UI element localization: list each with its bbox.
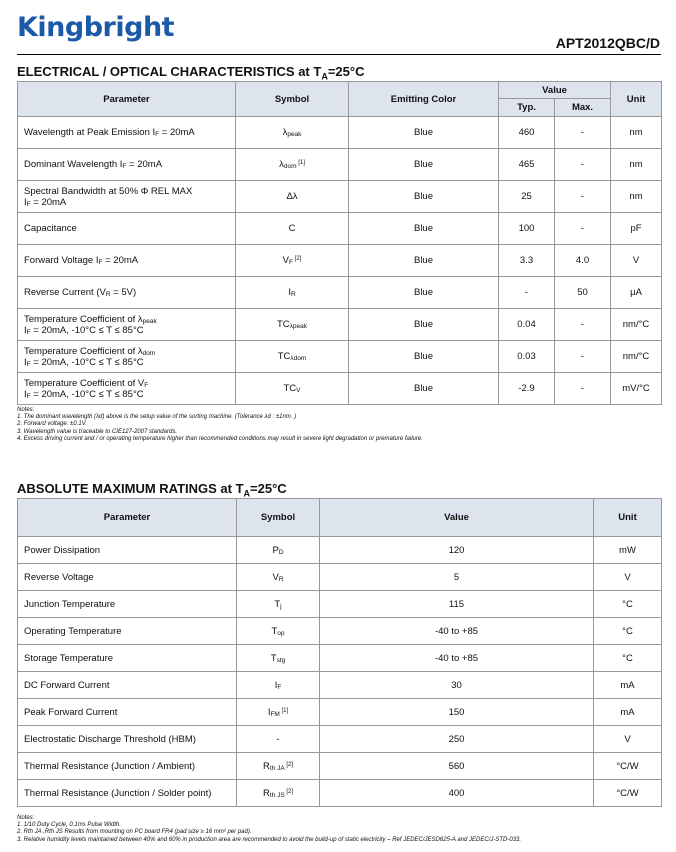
note-item: 1. The dominant wavelength (λd) above is the setup value of the sorting machine. (Tolerance λd : ±1nm. ) bbox=[17, 414, 297, 421]
symbol-cell: Tj bbox=[237, 591, 320, 618]
table-row bbox=[18, 618, 662, 645]
table-row bbox=[18, 245, 662, 277]
param-cell: Spectral Bandwidth at 50% Φ REL MAX IF = 20mA bbox=[18, 181, 236, 213]
value-cell: 5 bbox=[320, 564, 594, 591]
header-symbol: Symbol bbox=[236, 82, 349, 117]
typ-cell: 0.03 bbox=[499, 341, 555, 373]
table-row bbox=[18, 181, 662, 213]
header-unit: Unit bbox=[611, 82, 662, 117]
typ-cell: 465 bbox=[499, 149, 555, 181]
header-emitting-color: Emitting Color bbox=[349, 82, 499, 117]
symbol-cell: IF bbox=[237, 672, 320, 699]
value-cell: 400 bbox=[320, 780, 594, 807]
max-cell: 50 bbox=[555, 277, 611, 309]
max-cell: - bbox=[555, 213, 611, 245]
electrical-section-title: ELECTRICAL / OPTICAL CHARACTERISTICS at $T_A=25^\circ C$ bbox=[17, 64, 365, 82]
header-typ: Typ. bbox=[499, 99, 555, 117]
param-cell: Reverse Voltage bbox=[18, 564, 237, 591]
header-divider bbox=[17, 54, 661, 55]
table-row bbox=[18, 672, 662, 699]
symbol-cell: TCλpeak bbox=[236, 309, 349, 341]
header-symbol: Symbol bbox=[237, 499, 320, 537]
color-cell: Blue bbox=[349, 341, 499, 373]
value-cell: 115 bbox=[320, 591, 594, 618]
absolute-ratings-table bbox=[17, 498, 662, 807]
part-number: APT2012QBC/D bbox=[555, 35, 660, 51]
brand-logo: Kingbright bbox=[17, 12, 175, 43]
color-cell: Blue bbox=[349, 277, 499, 309]
table-row bbox=[18, 591, 662, 618]
unit-cell: nm bbox=[611, 181, 662, 213]
max-cell: - bbox=[555, 149, 611, 181]
note-item: 2. Rth JA ,Rth JS Results from mounting on PC board FR4 (pad size ≥ 16 mm² per pad). bbox=[17, 829, 252, 836]
table-row bbox=[18, 564, 662, 591]
typ-cell: 0.04 bbox=[499, 309, 555, 341]
electrical-table bbox=[17, 81, 662, 405]
symbol-cell: C bbox=[236, 213, 349, 245]
max-cell: 4.0 bbox=[555, 245, 611, 277]
param-cell: Electrostatic Discharge Threshold (HBM) bbox=[18, 726, 237, 753]
symbol-cell: IR bbox=[236, 277, 349, 309]
symbol-cell: IFM [1] bbox=[237, 699, 320, 726]
color-cell: Blue bbox=[349, 373, 499, 405]
typ-cell: 25 bbox=[499, 181, 555, 213]
symbol-cell: TCλdom bbox=[236, 341, 349, 373]
typ-cell: 100 bbox=[499, 213, 555, 245]
symbol-cell: Rth JA [2] bbox=[237, 753, 320, 780]
symbol-cell: Tstg bbox=[237, 645, 320, 672]
typ-cell: -2.9 bbox=[499, 373, 555, 405]
param-cell: Operating Temperature bbox=[18, 618, 237, 645]
unit-cell: V bbox=[611, 245, 662, 277]
header-parameter: Parameter bbox=[18, 499, 237, 537]
unit-cell: mA bbox=[594, 699, 662, 726]
header-value: Value bbox=[320, 499, 594, 537]
param-cell: DC Forward Current bbox=[18, 672, 237, 699]
table-row bbox=[18, 277, 662, 309]
max-cell: - bbox=[555, 181, 611, 213]
unit-cell: °C bbox=[594, 645, 662, 672]
param-cell: Peak Forward Current bbox=[18, 699, 237, 726]
max-cell: - bbox=[555, 341, 611, 373]
param-cell: Reverse Current (VR = 5V) bbox=[18, 277, 236, 309]
value-cell: 250 bbox=[320, 726, 594, 753]
color-cell: Blue bbox=[349, 181, 499, 213]
param-cell: Power Dissipation bbox=[18, 537, 237, 564]
max-cell: - bbox=[555, 309, 611, 341]
param-cell: Thermal Resistance (Junction / Solder point) bbox=[18, 780, 237, 807]
param-cell: Junction Temperature bbox=[18, 591, 237, 618]
symbol-cell: PD bbox=[237, 537, 320, 564]
max-cell: - bbox=[555, 117, 611, 149]
unit-cell: nm bbox=[611, 149, 662, 181]
table-row bbox=[18, 537, 662, 564]
param-cell: Temperature Coefficient of λdom IF = 20mA, -10°C ≤ T ≤ 85°C bbox=[18, 341, 236, 373]
unit-cell: μA bbox=[611, 277, 662, 309]
absolute-notes bbox=[17, 815, 521, 844]
value-cell: -40 to +85 bbox=[320, 618, 594, 645]
symbol-cell: Δλ bbox=[236, 181, 349, 213]
unit-cell: nm/°C bbox=[611, 341, 662, 373]
typ-cell: 460 bbox=[499, 117, 555, 149]
color-cell: Blue bbox=[349, 149, 499, 181]
table-row bbox=[18, 117, 662, 149]
note-heading: Notes: bbox=[17, 815, 35, 821]
header-parameter: Parameter bbox=[18, 82, 236, 117]
param-cell: Thermal Resistance (Junction / Ambient) bbox=[18, 753, 237, 780]
symbol-cell: TCV bbox=[236, 373, 349, 405]
unit-cell: °C bbox=[594, 591, 662, 618]
unit-cell: mV/°C bbox=[611, 373, 662, 405]
table-row bbox=[18, 753, 662, 780]
unit-cell: nm bbox=[611, 117, 662, 149]
symbol-cell: λdom [1] bbox=[236, 149, 349, 181]
color-cell: Blue bbox=[349, 245, 499, 277]
color-cell: Blue bbox=[349, 309, 499, 341]
note-item: 1. 1/10 Duty Cycle, 0.1ms Pulse Width. bbox=[17, 822, 121, 829]
table-row bbox=[18, 309, 662, 341]
header-unit: Unit bbox=[594, 499, 662, 537]
header-max: Max. bbox=[555, 99, 611, 117]
symbol-cell: VF [2] bbox=[236, 245, 349, 277]
param-cell: Dominant Wavelength IF = 20mA bbox=[18, 149, 236, 181]
absolute-section-title: ABSOLUTE MAXIMUM RATINGS at $T_A=25^\circ C$ bbox=[17, 481, 287, 499]
unit-cell: nm/°C bbox=[611, 309, 662, 341]
symbol-cell: - bbox=[237, 726, 320, 753]
note-item: 4. Excess driving current and / or operating temperature higher than recommended conditions may result in severe light degradation or premature failure. bbox=[17, 435, 423, 442]
max-cell: - bbox=[555, 373, 611, 405]
table-row bbox=[18, 213, 662, 245]
table-row bbox=[18, 726, 662, 753]
color-cell: Blue bbox=[349, 117, 499, 149]
unit-cell: V bbox=[594, 564, 662, 591]
table-row bbox=[18, 149, 662, 181]
table-row bbox=[18, 645, 662, 672]
unit-cell: °C/W bbox=[594, 753, 662, 780]
header-value: Value bbox=[499, 82, 611, 99]
note-item: 2. Forward voltage: ±0.1V. bbox=[17, 421, 87, 428]
note-item: 3. Wavelength value is traceable to CIE127-2007 standards. bbox=[17, 428, 177, 435]
symbol-cell: Rth JS [2] bbox=[237, 780, 320, 807]
typ-cell: - bbox=[499, 277, 555, 309]
param-cell: Temperature Coefficient of VF IF = 20mA, -10°C ≤ T ≤ 85°C bbox=[18, 373, 236, 405]
unit-cell: pF bbox=[611, 213, 662, 245]
value-cell: 150 bbox=[320, 699, 594, 726]
electrical-notes bbox=[17, 407, 423, 443]
note-item: 3. Relative humidity levels maintained between 40% and 60% in production area are recommended to avoid the build-up of static electricity – Ref JEDEC/JESD625-A and JEDEC/J-STD-033. bbox=[17, 836, 522, 843]
value-cell: 30 bbox=[320, 672, 594, 699]
typ-cell: 3.3 bbox=[499, 245, 555, 277]
table-row bbox=[18, 373, 662, 405]
table-row bbox=[18, 699, 662, 726]
note-heading: Notes: bbox=[17, 407, 35, 413]
param-cell: Forward Voltage IF = 20mA bbox=[18, 245, 236, 277]
symbol-cell: λpeak bbox=[236, 117, 349, 149]
value-cell: 120 bbox=[320, 537, 594, 564]
param-cell: Capacitance bbox=[18, 213, 236, 245]
symbol-cell: VR bbox=[237, 564, 320, 591]
value-cell: 560 bbox=[320, 753, 594, 780]
color-cell: Blue bbox=[349, 213, 499, 245]
unit-cell: V bbox=[594, 726, 662, 753]
table-row bbox=[18, 341, 662, 373]
symbol-cell: Top bbox=[237, 618, 320, 645]
param-cell: Temperature Coefficient of λpeak IF = 20mA, -10°C ≤ T ≤ 85°C bbox=[18, 309, 236, 341]
unit-cell: °C bbox=[594, 618, 662, 645]
param-cell: Wavelength at Peak Emission IF = 20mA bbox=[18, 117, 236, 149]
unit-cell: mW bbox=[594, 537, 662, 564]
unit-cell: °C/W bbox=[594, 780, 662, 807]
table-row bbox=[18, 780, 662, 807]
param-cell: Storage Temperature bbox=[18, 645, 237, 672]
unit-cell: mA bbox=[594, 672, 662, 699]
value-cell: -40 to +85 bbox=[320, 645, 594, 672]
